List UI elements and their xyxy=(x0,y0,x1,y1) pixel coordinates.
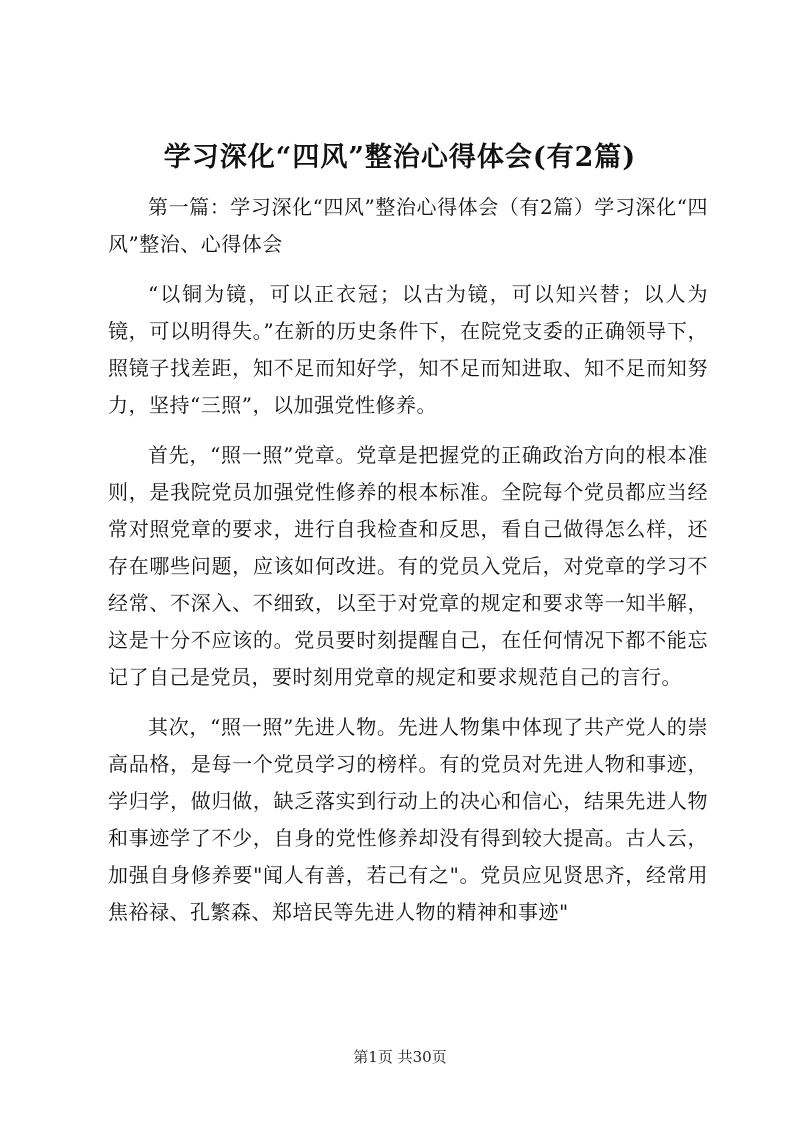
paragraph-4: 其次，“照一照”先进人物。先进人物集中体现了共产党人的崇高品格，是每一个党员学习的榜样。有的党员对先进人物和事迹，学归学，做归做，缺乏落实到行动上的决心和信心，结果先进人物和事迹学了不少，自身的党性修养却没有得到较大提高。古人云，加强自身修养要"闻人有善，若己有之"。党员应见贤思齐，经常用焦裕禄、孔繁森、郑培民等先进人物的精神和事迹" xyxy=(108,715,708,924)
paragraph-2: “以铜为镜，可以正衣冠；以古为镜，可以知兴替；以人为镜，可以明得失。”在新的历史条件下，在院党支委的正确领导下，照镜子找差距，知不足而知好学，知不足而知进取、知不足而知努力，坚持“三照”，以加强党性修养。 xyxy=(108,282,708,417)
paragraph-3: 首先，“照一照”党章。党章是把握党的正确政治方向的根本准则，是我院党员加强党性修养的根本标准。全院每个党员都应当经常对照党章的要求，进行自我检查和反思，看自己做得怎么样，还存在哪些问题，应该如何改进。有的党员入党后，对党章的学习不经常、不深入、不细致，以至于对党章的规定和要求等一知半解，这是十分不应该的。党员要时刻提醒自己，在任何情况下都不能忘记了自己是党员，要时刻用党章的规定和要求规范自己的言行。 xyxy=(108,443,708,689)
document-body xyxy=(108,189,708,944)
paragraph-1: 第一篇：学习深化“四风”整治心得体会（有2篇）学习深化“四风”整治、心得体会 xyxy=(108,195,708,256)
document-title: 学习深化“四风”整治心得体会(有2篇) xyxy=(163,142,637,173)
page-number-footer: 第1页 共30页 xyxy=(353,1048,447,1066)
